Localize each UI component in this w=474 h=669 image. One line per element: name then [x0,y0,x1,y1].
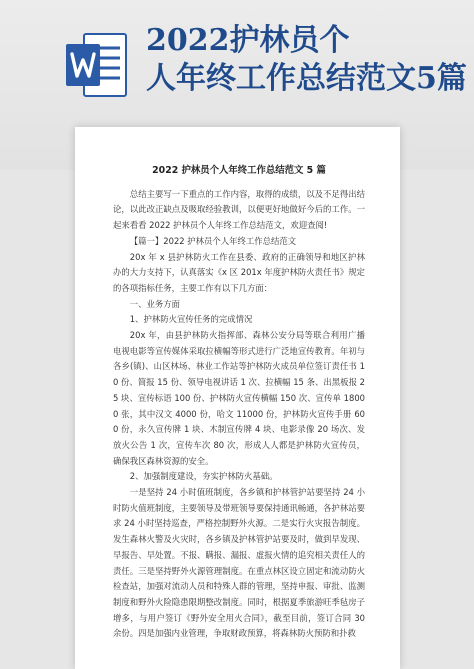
paragraph: 总结主要写一下重点的工作内容，取得的成绩，以及不足得出结论，以此改正缺点及吸取经验教训，以便更好地做好今后的工作。一起来看看 2022 护林员个人年终工作总结范文，欢迎查阅! [113,188,365,231]
document-body [113,163,365,642]
paragraph: 一是坚持 24 小时值班制度，各乡镇和护林管护站要坚持 24 小时防火值班制度，主要领导及带班领导要保持通讯畅通，各护林站要求 24 小时坚持巡查，严格控制野外火源。二是实行火灾报告制度。发生森林火警及火灾时，各乡镇及护林管护站要及时，做到早发现、早报告、早处置。不报、瞒报、漏报、虚报火情的追究相关责任人的责任。三是坚持野外火源管理制度。在重点林区设立固定和流动防火检查站，加强对流动人员和特殊人群的管理，坚持申报、审批、监测制度和野外火险隐患限期整改制度。同时，根据夏季旅游旺季毡房子增多，与用户签订《野外安全用火合同》，截至目前，签订合同 30 余份。四是加强内业管理，争取财政预算，将森林防火预防和扑救 [113,487,365,639]
title-line-2: 人年终工作总结范文5篇 [146,61,467,96]
document-page [75,127,400,669]
paragraph: 【篇一】2022 护林员个人年终工作总结范文 [129,235,297,246]
document-heading: 2022 护林员个人年终工作总结范文 5 篇 [152,165,326,176]
paragraph: 20x 年 x 县护林防火工作在县委、政府的正确领导和地区护林办的大力支持下，认真落实《x 区 201x 年度护林防火责任书》规定的各项指标任务，主要工作有以下几方面： [113,251,365,293]
paragraph: 一、业务方面 [129,298,181,309]
paragraph: 20x 年，由县护林防火指挥部、森林公安分局等联合利用广播电视电影等宣传媒体采取拉横幅等形式进行广泛地宣传教育。年初与各乡(镇)、山区林场、林业工作站等护林防火成员单位签订责任书 10 份、简报 15 份、领导电视讲话 1 次、拉横幅 15 条、出黑板报 25 块、宣传标语 100 份、护林防火宣传横幅 150 次、宣传单 18000 张，其中汉文 4000 份，哈文 11000 份，护林防火宣传手册 600 份，永久宣传牌 1 块、木制宣传牌 4 块、电影录像 20 场次、发放火公告 1 次，宣传车次 80 次，形成人人都是护林防火宣传员，确保我区森林资源的安全。 [113,330,365,466]
word-icon [66,30,128,100]
title-line-1: 2022护林员个 [146,23,350,58]
page-title [146,22,474,98]
paragraph: 1、护林防火宣传任务的完成情况 [129,314,253,325]
paragraph: 2、加强制度建设，夯实护林防火基础。 [129,471,278,482]
